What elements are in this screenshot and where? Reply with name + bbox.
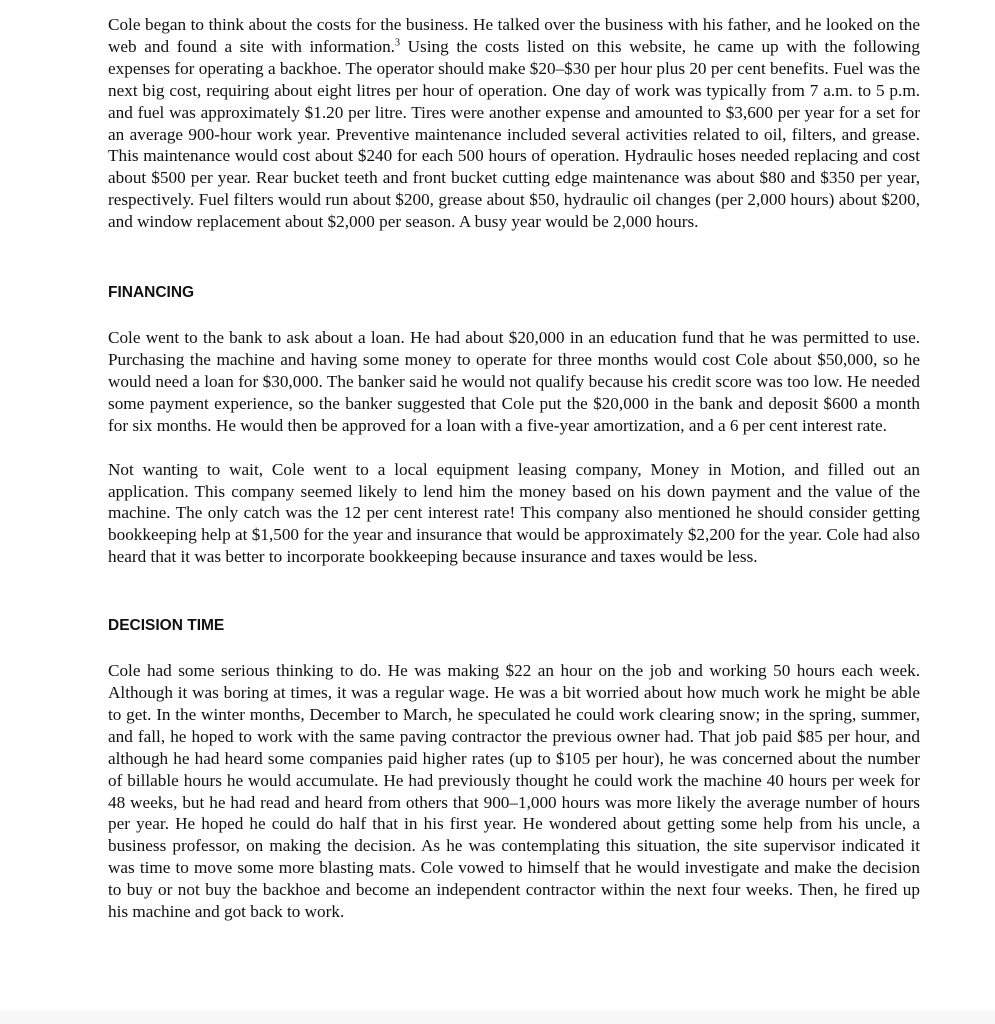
- financing-paragraph-bank: Cole went to the bank to ask about a loan. He had about $20,000 in an education fund that he was permitted to use. Purchasing the machine and having some money to operate for three months would cost Cole about $50,000, so he would need a loan for $30,000. The banker said he would not qualify because his credit score was too low. He needed some payment experience, so the banker suggested that Cole put the $20,000 in the bank and deposit $600 a month for six months. He would then be approved for a loan with a five-year amortization, and a 6 per cent interest rate.: [108, 328, 920, 435]
- decision-time-heading: DECISION TIME: [108, 617, 225, 635]
- costs-text-part1: Cole began to think about the costs for the business. He talked over the business with his father, and he looked on the web and found a site with information.: [108, 15, 920, 56]
- page-bottom-edge: [0, 1010, 995, 1024]
- costs-text-part2: Using the costs listed on this website, he came up with the following expenses for operating a backhoe. The operator should make $20–$30 per hour plus 20 per cent benefits. Fuel was the next big cost, requiring about eight litres per hour of operation. One day of work was typically from 7 a.m. to 5 p.m. and fuel was approximately $1.20 per litre. Tires were another expense and amounted to $3,600 per year for a set for an average 900-hour work year. Preventive maintenance included several activities related to oil, filters, and grease. This maintenance would cost about $240 for each 500 hours of operation. Hydraulic hoses needed replacing and cost about $500 per year. Rear bucket teeth and front bucket cutting edge maintenance was about $80 and $350 per year, respectively. Fuel filters would run about $200, grease about $50, hydraulic oil changes (per 2,000 hours) about $200, and window replacement about $2,000 per season. A busy year would be 2,000 hours.: [108, 36, 920, 232]
- decision-paragraph: Cole had some serious thinking to do. He was making $22 an hour on the job and working 50 hours each week. Although it was boring at times, it was a regular wage. He was a bit worried about how much work he might be able to get. In the winter months, December to March, he speculated he could work clearing snow; in the spring, summer, and fall, he hoped to work with the same paving contractor the previous owner had. That job paid $85 per hour, and although he had heard some companies paid higher rates (up to $105 per hour), he was concerned about the number of billable hours he would accumulate. He had previously thought he could work the machine 40 hours per week for 48 weeks, but he had read and heard from others that 900–1,000 hours was more likely the average number of hours per year. He hoped he could do half that in his first year. He wondered about getting some help from his uncle, a business professor, on making the decision. As he was contemplating this situation, the site supervisor indicated it was time to move some more blasting mats. Cole vowed to himself that he would investigate and make the decision to buy or not buy the backhoe and become an independent contractor within the next four weeks. Then, he fired up his machine and got back to work.: [108, 661, 920, 922]
- financing-heading: FINANCING: [108, 284, 195, 302]
- footnote-reference[interactable]: 3: [394, 37, 400, 49]
- financing-paragraph-leasing: Not wanting to wait, Cole went to a local equipment leasing company, Money in Motion, and filled out an application. This company seemed likely to lend him the money based on his down payment and the value of the machine. The only catch was the 12 per cent interest rate! This company also mentioned he should consider getting bookkeeping help at $1,500 for the year and insurance that would be approximately $2,200 for the year. Cole had also heard that it was better to incorporate bookkeeping because insurance and taxes would be less.: [108, 459, 920, 567]
- costs-paragraph: [108, 14, 920, 233]
- document-page: [108, 14, 920, 923]
